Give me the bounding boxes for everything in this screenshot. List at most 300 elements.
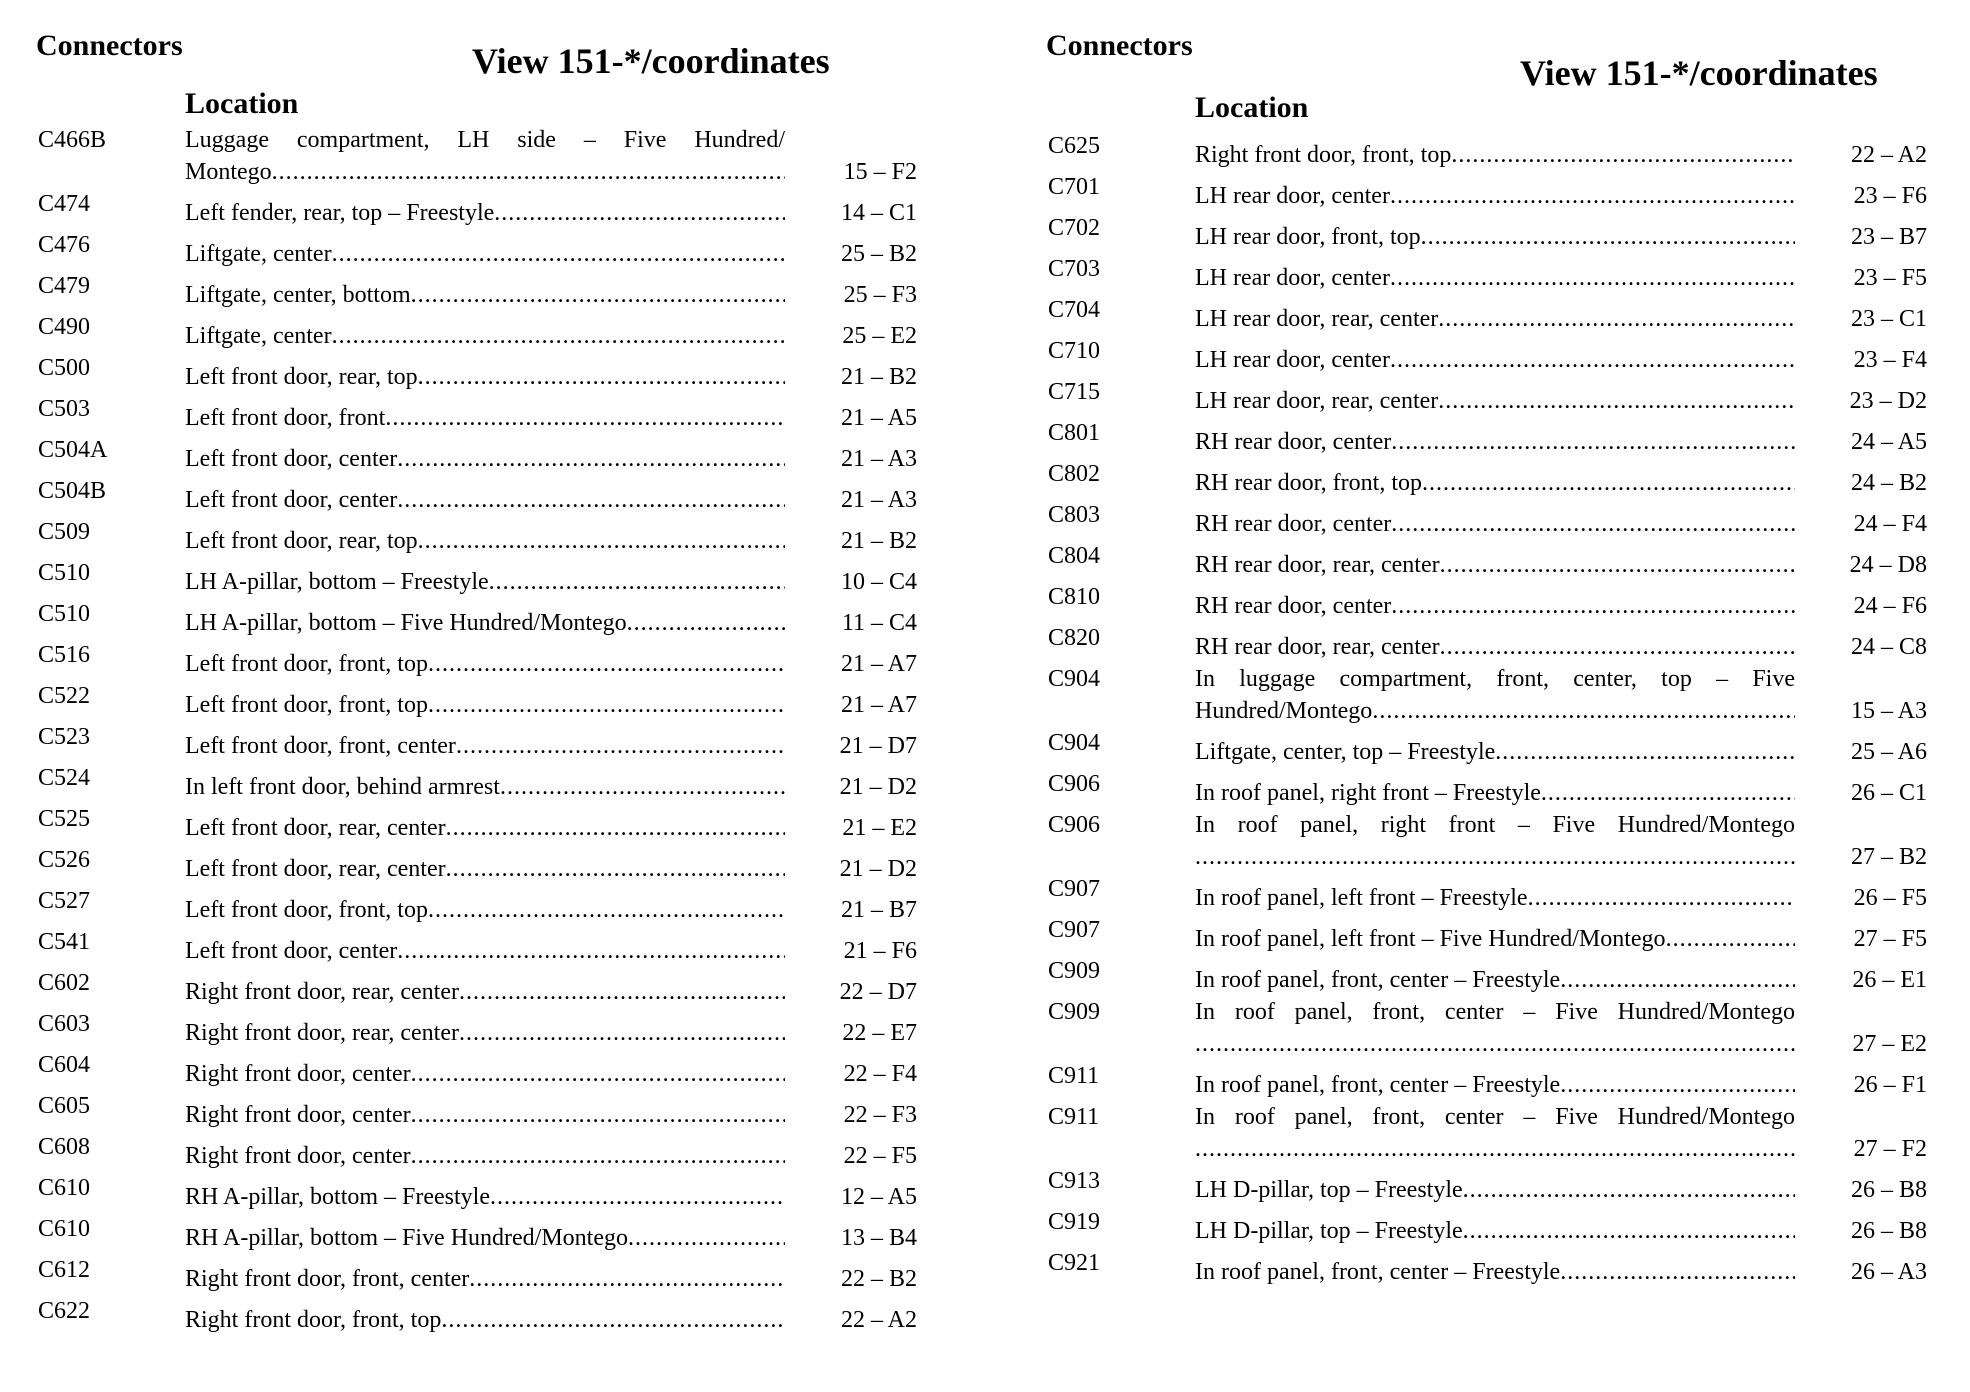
view-coordinate: 27 – E2: [1852, 1031, 1927, 1057]
location-text: LH rear door, rear, center: [1195, 388, 1439, 414]
location-leader-line: [1195, 262, 1795, 294]
connector-row: [30, 1254, 950, 1295]
connector-code: C525: [38, 806, 91, 832]
connector-location: [1195, 1256, 1795, 1288]
connector-location: [185, 525, 785, 557]
connector-code: C490: [38, 314, 91, 340]
view-coordinate: 22 – A2: [1850, 142, 1927, 168]
connector-location: [185, 894, 785, 926]
view-coordinate: 24 – D8: [1849, 552, 1927, 578]
location-leader-line: [185, 1099, 785, 1131]
connector-code: C911: [1048, 1063, 1100, 1089]
view-coordinate: 25 – A6: [1850, 739, 1927, 765]
connector-code: C604: [38, 1052, 91, 1078]
location-text: Left front door, rear, top: [185, 528, 418, 554]
view-coordinate: 27 – B2: [1850, 844, 1927, 870]
view-coordinate: 25 – E2: [842, 323, 917, 349]
view-coordinates-heading: View 151-*/coordinates: [472, 41, 830, 81]
connector-location: [1195, 262, 1795, 294]
connector-location: [185, 443, 785, 475]
connector-row: [30, 557, 950, 598]
connector-location: [185, 1304, 785, 1336]
dot-leader: [1438, 385, 1795, 417]
connector-location: [185, 935, 785, 967]
location-leader-line: [185, 935, 785, 967]
location-leader-line: [185, 607, 785, 639]
dot-leader: [418, 525, 785, 557]
connector-code: C701: [1048, 174, 1101, 200]
connector-code: C907: [1048, 917, 1101, 943]
location-text: Left front door, rear, center: [185, 856, 446, 882]
connector-row: [1040, 581, 1960, 622]
view-coordinate: 25 – B2: [840, 241, 917, 267]
dot-leader: [490, 1181, 785, 1213]
location-leader-line: [1195, 508, 1795, 540]
location-leader-line: [1195, 695, 1795, 727]
view-coordinate: 21 – B7: [840, 897, 917, 923]
location-leader-line: [1195, 385, 1795, 417]
location-text: Hundred/Montego: [1195, 698, 1373, 724]
location-text: In roof panel, front, center – Freestyle: [1195, 967, 1561, 993]
location-text: LH rear door, center: [1195, 347, 1390, 373]
dot-leader: [1463, 1174, 1795, 1206]
connector-location: [185, 402, 785, 434]
connector-row: [1040, 914, 1960, 955]
view-coordinate: 22 – F4: [843, 1061, 917, 1087]
location-text: In roof panel, left front – Five Hundred/Montego: [1195, 926, 1666, 952]
dot-leader: [272, 156, 785, 188]
view-coordinate: 21 – F6: [843, 938, 917, 964]
dot-leader: [1390, 262, 1795, 294]
connector-code: C523: [38, 724, 91, 750]
connector-location: [185, 853, 785, 885]
location-text-line: In luggage compartment, front, center, top – Five: [1195, 666, 1795, 692]
connector-code: C715: [1048, 379, 1101, 405]
location-leader-line: [1195, 923, 1795, 955]
connector-location: [1195, 426, 1795, 458]
connector-code: C704: [1048, 297, 1101, 323]
connector-location: [1195, 663, 1795, 727]
location-leader-line: [185, 156, 785, 188]
location-text: RH rear door, center: [1195, 429, 1392, 455]
dot-leader: [459, 1017, 785, 1049]
connector-location: [1195, 1174, 1795, 1206]
dot-leader: [1390, 180, 1795, 212]
connector-row: [30, 803, 950, 844]
connector-location: [185, 566, 785, 598]
connector-list: [30, 124, 950, 1336]
connector-code: C904: [1048, 730, 1101, 756]
location-text: LH A-pillar, bottom – Freestyle: [185, 569, 489, 595]
view-coordinate: 21 – A7: [840, 651, 917, 677]
dot-leader: [1451, 139, 1795, 171]
connector-location: [1195, 221, 1795, 253]
view-coordinate: 26 – C1: [1850, 780, 1927, 806]
connector-row: [30, 188, 950, 229]
location-text: Left front door, center: [185, 938, 398, 964]
location-text: LH rear door, center: [1195, 265, 1390, 291]
connector-row: [30, 1008, 950, 1049]
dot-leader: [1391, 590, 1795, 622]
connector-row: [30, 1172, 950, 1213]
location-text: Right front door, center: [185, 1061, 411, 1087]
dot-leader: [628, 1222, 785, 1254]
location-text: Left front door, rear, top: [185, 364, 418, 390]
location-text: Liftgate, center: [185, 241, 332, 267]
dot-leader: [411, 1140, 785, 1172]
connector-location: [1195, 590, 1795, 622]
connector-location: [1195, 549, 1795, 581]
location-leader-line: [185, 689, 785, 721]
dot-leader: [1390, 344, 1795, 376]
connector-code: C625: [1048, 133, 1101, 159]
connector-code: C500: [38, 355, 91, 381]
connector-code: C608: [38, 1134, 91, 1160]
location-text: Left front door, front, top: [185, 897, 428, 923]
dot-leader: [1372, 695, 1795, 727]
connector-row: [1040, 499, 1960, 540]
location-leader-line: [185, 361, 785, 393]
view-coordinate: 24 – A5: [1850, 429, 1927, 455]
view-coordinate: 26 – F5: [1853, 885, 1927, 911]
location-text: Left front door, front, center: [185, 733, 456, 759]
location-leader-line: [185, 525, 785, 557]
location-text: RH rear door, rear, center: [1195, 634, 1440, 660]
location-leader-line: [1195, 882, 1795, 914]
dot-leader: [397, 484, 785, 516]
view-coordinate: 24 – F6: [1853, 593, 1927, 619]
dot-leader: [1195, 841, 1795, 873]
location-heading: Location: [1195, 91, 1309, 124]
connector-row: [30, 1295, 950, 1336]
connector-row: [30, 639, 950, 680]
connector-row: [30, 434, 950, 475]
dot-leader: [397, 443, 785, 475]
connector-code: C603: [38, 1011, 91, 1037]
connector-location: [185, 1222, 785, 1254]
connector-row: [30, 393, 950, 434]
view-coordinate: 21 – A7: [840, 692, 917, 718]
connector-row: [30, 1213, 950, 1254]
connectors-heading: Connectors: [36, 29, 183, 62]
dot-leader: [428, 689, 785, 721]
connector-code: C919: [1048, 1209, 1101, 1235]
connector-row: [1040, 996, 1960, 1060]
location-leader-line: [185, 279, 785, 311]
connector-row: [30, 270, 950, 311]
location-leader-line: [1195, 1028, 1795, 1060]
connector-code: C702: [1048, 215, 1101, 241]
location-text: Right front door, center: [185, 1143, 411, 1169]
connector-code: C504A: [38, 437, 108, 463]
location-text: RH rear door, rear, center: [1195, 552, 1440, 578]
connector-row: [30, 352, 950, 393]
location-leader-line: [1195, 1256, 1795, 1288]
connector-location: [1195, 303, 1795, 335]
location-text: Right front door, rear, center: [185, 979, 459, 1005]
connector-code: C510: [38, 560, 91, 586]
view-coordinate: 21 – D7: [839, 733, 917, 759]
connector-code: C911: [1048, 1104, 1100, 1130]
left-column: [30, 0, 950, 1392]
connector-code: C527: [38, 888, 91, 914]
connector-row: [30, 124, 950, 188]
connector-code: C605: [38, 1093, 91, 1119]
view-coordinate: 23 – F5: [1853, 265, 1927, 291]
location-text: In roof panel, right front – Freestyle: [1195, 780, 1541, 806]
connector-code: C474: [38, 191, 91, 217]
dot-leader: [1440, 549, 1795, 581]
location-leader-line: [185, 1017, 785, 1049]
dot-leader: [1195, 1133, 1795, 1165]
connector-row: [1040, 294, 1960, 335]
location-text-line: In roof panel, right front – Five Hundred/Montego: [1195, 812, 1795, 838]
connector-code: C801: [1048, 420, 1101, 446]
view-coordinate: 27 – F5: [1853, 926, 1927, 952]
connector-row: [30, 1049, 950, 1090]
connector-row: [30, 475, 950, 516]
connector-location: [1195, 344, 1795, 376]
connector-location: [185, 279, 785, 311]
location-leader-line: [185, 976, 785, 1008]
connector-location: [1195, 736, 1795, 768]
connector-code: C906: [1048, 771, 1101, 797]
location-leader-line: [185, 402, 785, 434]
dot-leader: [1541, 777, 1795, 809]
location-text: Liftgate, center, bottom: [185, 282, 411, 308]
connector-code: C516: [38, 642, 91, 668]
location-leader-line: [185, 197, 785, 229]
connector-row: [1040, 663, 1960, 727]
view-coordinate: 21 – A3: [840, 487, 917, 513]
location-text: RH A-pillar, bottom – Freestyle: [185, 1184, 491, 1210]
connector-code: C804: [1048, 543, 1101, 569]
connector-code: C503: [38, 396, 91, 422]
view-coordinate: 21 – A5: [840, 405, 917, 431]
dot-leader: [1560, 1256, 1795, 1288]
location-text: In roof panel, front, center – Freestyle: [1195, 1259, 1561, 1285]
connector-code: C904: [1048, 666, 1101, 692]
location-leader-line: [185, 238, 785, 270]
view-coordinate: 14 – C1: [840, 200, 917, 226]
dot-leader: [1440, 631, 1795, 663]
connector-row: [1040, 171, 1960, 212]
location-text: LH D-pillar, top – Freestyle: [1195, 1177, 1463, 1203]
location-text-line: In roof panel, front, center – Five Hundred/Montego: [1195, 1104, 1795, 1130]
connector-code: C510: [38, 601, 91, 627]
connector-row: [30, 762, 950, 803]
location-leader-line: [1195, 549, 1795, 581]
connector-location: [185, 1017, 785, 1049]
connector-row: [1040, 376, 1960, 417]
connector-location: [1195, 180, 1795, 212]
connector-location: [185, 361, 785, 393]
connector-code: C820: [1048, 625, 1101, 651]
location-leader-line: [185, 443, 785, 475]
view-coordinate: 11 – C4: [841, 610, 917, 636]
location-text: RH rear door, center: [1195, 593, 1392, 619]
dot-leader: [1560, 1069, 1795, 1101]
dot-leader: [494, 197, 785, 229]
view-coordinate: 23 – F4: [1853, 347, 1927, 373]
dot-leader: [385, 402, 785, 434]
location-text: Right front door, rear, center: [185, 1020, 459, 1046]
connector-row: [30, 721, 950, 762]
dot-leader: [500, 771, 785, 803]
view-coordinate: 22 – D7: [839, 979, 917, 1005]
location-leader-line: [1195, 139, 1795, 171]
connector-location: [1195, 1069, 1795, 1101]
dot-leader: [428, 894, 785, 926]
location-leader-line: [185, 812, 785, 844]
connector-row: [1040, 768, 1960, 809]
dot-leader: [489, 566, 785, 598]
view-coordinate: 27 – F2: [1853, 1136, 1927, 1162]
location-text: In roof panel, front, center – Freestyle: [1195, 1072, 1561, 1098]
view-coordinate: 26 – B8: [1850, 1218, 1927, 1244]
location-leader-line: [185, 566, 785, 598]
connector-code: C803: [1048, 502, 1101, 528]
view-coordinate: 21 – D2: [839, 774, 917, 800]
view-coordinate: 23 – B7: [1850, 224, 1927, 250]
location-text: LH rear door, center: [1195, 183, 1390, 209]
location-text: RH A-pillar, bottom – Five Hundred/Montego: [185, 1225, 629, 1251]
connector-row: [1040, 212, 1960, 253]
location-leader-line: [185, 484, 785, 516]
connector-code: C921: [1048, 1250, 1101, 1276]
connector-code: C479: [38, 273, 91, 299]
location-leader-line: [185, 648, 785, 680]
dot-leader: [1438, 303, 1795, 335]
view-coordinate: 21 – E2: [842, 815, 917, 841]
location-leader-line: [1195, 467, 1795, 499]
location-text: Right front door, center: [185, 1102, 411, 1128]
location-leader-line: [185, 1140, 785, 1172]
location-text: Left fender, rear, top – Freestyle: [185, 200, 495, 226]
connector-location: [1195, 809, 1795, 873]
location-leader-line: [1195, 1215, 1795, 1247]
location-leader-line: [185, 1263, 785, 1295]
connector-row: [30, 967, 950, 1008]
connector-row: [1040, 1247, 1960, 1288]
connector-code: C913: [1048, 1168, 1101, 1194]
connector-location: [185, 771, 785, 803]
dot-leader: [446, 812, 785, 844]
view-coordinates-heading: View 151-*/coordinates: [1520, 53, 1878, 93]
view-coordinate: 10 – C4: [840, 569, 917, 595]
location-leader-line: [1195, 1133, 1795, 1165]
connector-code: C907: [1048, 876, 1101, 902]
view-coordinate: 25 – F3: [843, 282, 917, 308]
connector-location: [1195, 964, 1795, 996]
connector-code: C504B: [38, 478, 107, 504]
location-leader-line: [1195, 964, 1795, 996]
location-leader-line: [1195, 590, 1795, 622]
connector-location: [185, 976, 785, 1008]
connector-location: [1195, 467, 1795, 499]
connector-code: C476: [38, 232, 91, 258]
location-text: LH rear door, front, top: [1195, 224, 1421, 250]
view-coordinate: 26 – B8: [1850, 1177, 1927, 1203]
dot-leader: [411, 279, 785, 311]
location-text: RH rear door, front, top: [1195, 470, 1422, 496]
view-coordinate: 24 – B2: [1850, 470, 1927, 496]
dot-leader: [1666, 923, 1795, 955]
location-text: In left front door, behind armrest: [185, 774, 500, 800]
connector-code: C610: [38, 1216, 91, 1242]
dot-leader: [418, 361, 785, 393]
connector-code: C524: [38, 765, 91, 791]
connector-location: [1195, 1215, 1795, 1247]
right-column: [1040, 0, 1960, 1392]
connector-location: [185, 812, 785, 844]
connector-row: [30, 1131, 950, 1172]
connector-code: C802: [1048, 461, 1101, 487]
location-text: LH rear door, rear, center: [1195, 306, 1439, 332]
location-leader-line: [185, 730, 785, 762]
dot-leader: [1422, 467, 1795, 499]
connector-code: C906: [1048, 812, 1101, 838]
dot-leader: [1391, 426, 1795, 458]
dot-leader: [456, 730, 785, 762]
connector-row: [30, 926, 950, 967]
connector-row: [30, 598, 950, 639]
connector-code: C710: [1048, 338, 1101, 364]
connector-code: C703: [1048, 256, 1101, 282]
connector-location: [185, 1099, 785, 1131]
connector-location: [185, 1140, 785, 1172]
dot-leader: [1421, 221, 1795, 253]
view-coordinate: 23 – F6: [1853, 183, 1927, 209]
view-coordinate: 23 – C1: [1850, 306, 1927, 332]
connector-location: [1195, 923, 1795, 955]
connector-row: [1040, 1206, 1960, 1247]
view-coordinate: 12 – A5: [840, 1184, 917, 1210]
location-leader-line: [1195, 1069, 1795, 1101]
connector-code: C522: [38, 683, 91, 709]
view-coordinate: 22 – F5: [843, 1143, 917, 1169]
connector-location: [185, 484, 785, 516]
connector-row: [1040, 253, 1960, 294]
connector-row: [30, 311, 950, 352]
dot-leader: [441, 1304, 785, 1336]
view-coordinate: 22 – A2: [840, 1307, 917, 1333]
connector-location: [185, 197, 785, 229]
location-leader-line: [1195, 180, 1795, 212]
location-text: Left front door, front, top: [185, 692, 428, 718]
connector-code: C909: [1048, 958, 1101, 984]
view-coordinate: 26 – F1: [1853, 1072, 1927, 1098]
connector-location: [1195, 777, 1795, 809]
location-leader-line: [1195, 631, 1795, 663]
dot-leader: [397, 935, 785, 967]
location-leader-line: [1195, 344, 1795, 376]
connector-location: [185, 607, 785, 639]
location-heading: Location: [185, 87, 299, 120]
connector-row: [30, 516, 950, 557]
connector-code: C909: [1048, 999, 1101, 1025]
connector-row: [1040, 130, 1960, 171]
location-leader-line: [185, 1222, 785, 1254]
location-text: Left front door, rear, center: [185, 815, 446, 841]
location-leader-line: [185, 1304, 785, 1336]
connector-code: C612: [38, 1257, 91, 1283]
dot-leader: [469, 1263, 785, 1295]
dot-leader: [627, 607, 785, 639]
connector-row: [1040, 335, 1960, 376]
dot-leader: [1528, 882, 1795, 914]
view-coordinate: 13 – B4: [840, 1225, 917, 1251]
